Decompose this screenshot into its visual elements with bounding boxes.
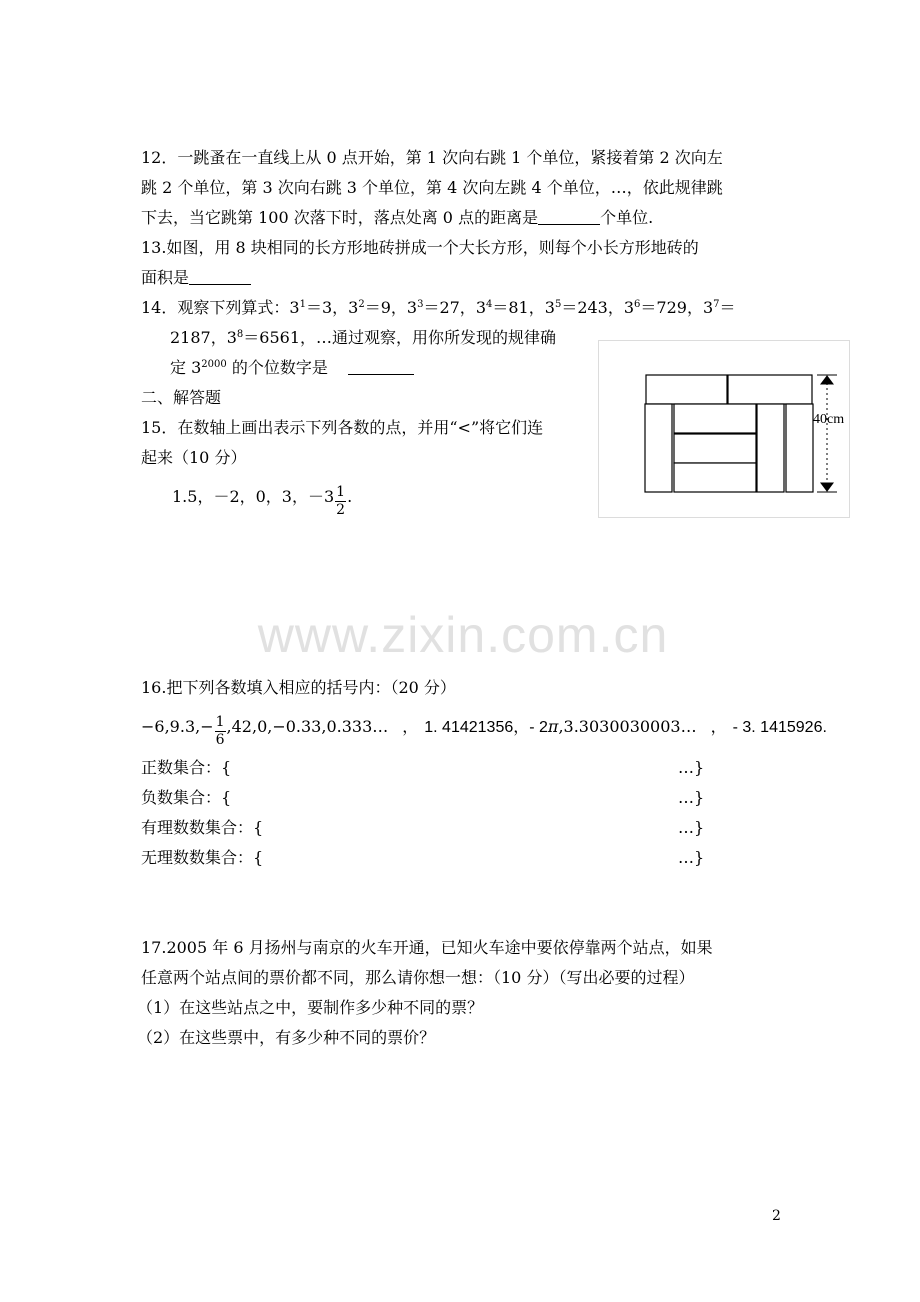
q15-fraction bbox=[335, 484, 346, 519]
q14-line-2-a: 2187，3 bbox=[170, 328, 237, 347]
section-heading: 二、解答题 bbox=[141, 388, 222, 407]
q14-val: ＝81， bbox=[492, 298, 545, 317]
set-negative-label: 负数集合：{ bbox=[141, 788, 232, 807]
q14-term bbox=[624, 298, 703, 317]
q16-numbers-e: ,3.3030030003… bbox=[558, 717, 697, 736]
q14-val: ＝243， bbox=[561, 298, 624, 317]
q12-line-2: 跳 2 个单位，第 3 次向右跳 3 个单位，第 4 次向左跳 4 个单位，…，依此规律跳 bbox=[141, 178, 723, 197]
q14-term bbox=[407, 298, 476, 317]
set-rational-label: 有理数数集合：{ bbox=[141, 818, 264, 837]
q13-answer-blank bbox=[189, 270, 251, 285]
q16-numbers-f: ， bbox=[710, 717, 727, 736]
set-negative-close: …} bbox=[678, 788, 705, 807]
q14-base: 3 bbox=[623, 298, 635, 317]
q15-fraction-numerator: 1 bbox=[336, 484, 346, 500]
tile-right-vertical-1 bbox=[757, 404, 784, 492]
q13-line-2-text: 面积是 bbox=[141, 268, 190, 287]
q16-numbers-b: ,42,0,−0.33,0.333… bbox=[226, 717, 389, 736]
tile-top-right bbox=[728, 375, 812, 404]
q14-base: 3 bbox=[348, 298, 359, 317]
q16-fraction bbox=[215, 714, 226, 749]
tile-top-left bbox=[646, 375, 727, 404]
q17-line-1: 17.2005 年 6 月扬州与南京的火车开通，已知火车途中要依停靠两个站点，如果 bbox=[141, 938, 713, 957]
q14-base: 3 bbox=[475, 298, 486, 317]
q16-numbers-c: ， bbox=[402, 717, 419, 736]
tile-middle-2 bbox=[674, 434, 756, 463]
watermark: www.zixin.com.cn bbox=[257, 607, 669, 663]
q14-exp: 2 bbox=[358, 299, 365, 310]
q14-line-2-exp: 8 bbox=[236, 329, 244, 340]
q14-base: 3 bbox=[406, 298, 418, 317]
q12-line-3 bbox=[141, 206, 653, 230]
q16-title: 16.把下列各数填入相应的括号内：（20 分） bbox=[141, 678, 456, 697]
set-positive-label: 正数集合：{ bbox=[141, 758, 232, 777]
q15-numbers bbox=[172, 484, 352, 519]
q14-lead: 14．观察下列算式： bbox=[141, 298, 290, 317]
set-rational-close: …} bbox=[678, 818, 705, 837]
q14-term bbox=[545, 298, 624, 317]
tile-middle-1 bbox=[674, 404, 756, 433]
q14-term bbox=[476, 298, 545, 317]
q12-line-3-end: 个单位. bbox=[600, 208, 654, 227]
q14-answer-blank bbox=[348, 360, 414, 375]
q16-numbers-g: - 3. 1415926. bbox=[732, 719, 827, 736]
q16-numbers-a: −6,9.3,− bbox=[141, 717, 214, 736]
q14-line-3-b: 的个位数字是 bbox=[226, 358, 328, 377]
dimension-arrow bbox=[817, 375, 837, 492]
page-number: 2 bbox=[772, 1208, 781, 1224]
q14-val: ＝729， bbox=[640, 298, 703, 317]
q14-line-3-a: 定 3 bbox=[170, 358, 202, 377]
q13-line-1: 13.如图，用 8 块相同的长方形地砖拼成一个大长方形，则每个小长方形地砖的 bbox=[141, 238, 699, 257]
q16-numbers-d: 1. 41421356，- 2 bbox=[424, 719, 548, 736]
set-irrational-label: 无理数数集合：{ bbox=[141, 848, 264, 867]
q14-val: ＝9， bbox=[364, 298, 407, 317]
q14-term bbox=[289, 298, 348, 317]
tile-figure-drawing bbox=[598, 340, 850, 518]
q16-fraction-numerator: 1 bbox=[215, 714, 225, 730]
q14-base: 3 bbox=[544, 298, 555, 317]
q17-sub-question-2: （2）在这些票中，有多少种不同的票价？ bbox=[137, 1028, 436, 1047]
q16-pi: π bbox=[547, 717, 559, 736]
q14-base: 3 bbox=[289, 298, 300, 317]
q14-line-2 bbox=[170, 326, 556, 350]
tile-left-vertical bbox=[645, 404, 672, 492]
q14-exp: 4 bbox=[486, 299, 493, 310]
q12-answer-blank bbox=[538, 210, 600, 225]
q16-fraction-denominator: 6 bbox=[215, 732, 225, 748]
set-positive-close: …} bbox=[678, 758, 705, 777]
tile-right-vertical-2 bbox=[786, 404, 813, 492]
q14-term bbox=[348, 298, 407, 317]
q13-line-2 bbox=[141, 266, 251, 290]
q17-sub-question-1: （1）在这些站点之中，要制作多少种不同的票？ bbox=[137, 998, 484, 1017]
dimension-label: 40cm bbox=[813, 412, 845, 427]
q15-numbers-text: 1.5，－2，0，3，－3 bbox=[172, 487, 335, 506]
q14-base: 3 bbox=[702, 298, 714, 317]
q14-term bbox=[703, 298, 736, 317]
tile-middle-3 bbox=[674, 463, 756, 492]
q16-numbers bbox=[141, 714, 827, 749]
q15-line-2: 起来（10 分） bbox=[141, 448, 247, 467]
q14-exp: 1 bbox=[299, 299, 306, 310]
q14-line-1 bbox=[141, 296, 736, 320]
q12-line-3-text: 下去，当它跳第 100 次落下时，落点处离 0 点的距离是 bbox=[141, 208, 539, 227]
q14-exp: 6 bbox=[634, 299, 641, 310]
q14-exp: 5 bbox=[554, 299, 562, 310]
q17-line-2: 任意两个站点间的票价都不同，那么请你想一想：（10 分）（写出必要的过程） bbox=[141, 968, 695, 987]
q14-line-3-exp: 2000 bbox=[201, 359, 227, 370]
q15-line-1: 15．在数轴上画出表示下列各数的点，并用“<”将它们连 bbox=[141, 418, 544, 437]
q15-fraction-denominator: 2 bbox=[336, 502, 346, 518]
q14-exp: 3 bbox=[417, 299, 424, 310]
q14-val: ＝ bbox=[719, 298, 736, 317]
q14-line-3 bbox=[170, 356, 414, 380]
q14-exp: 7 bbox=[713, 299, 720, 310]
q12-line-1: 12．一跳蚤在一直线上从 0 点开始，第 1 次向右跳 1 个单位，紧接着第 2 次向左 bbox=[141, 148, 723, 167]
set-irrational-close: …} bbox=[678, 848, 705, 867]
q14-line-2-b: ＝6561，…通过观察，用你所发现的规律确 bbox=[243, 328, 557, 347]
q14-val: ＝3， bbox=[305, 298, 349, 317]
q15-numbers-end: . bbox=[347, 487, 353, 506]
q14-val: ＝27， bbox=[423, 298, 476, 317]
